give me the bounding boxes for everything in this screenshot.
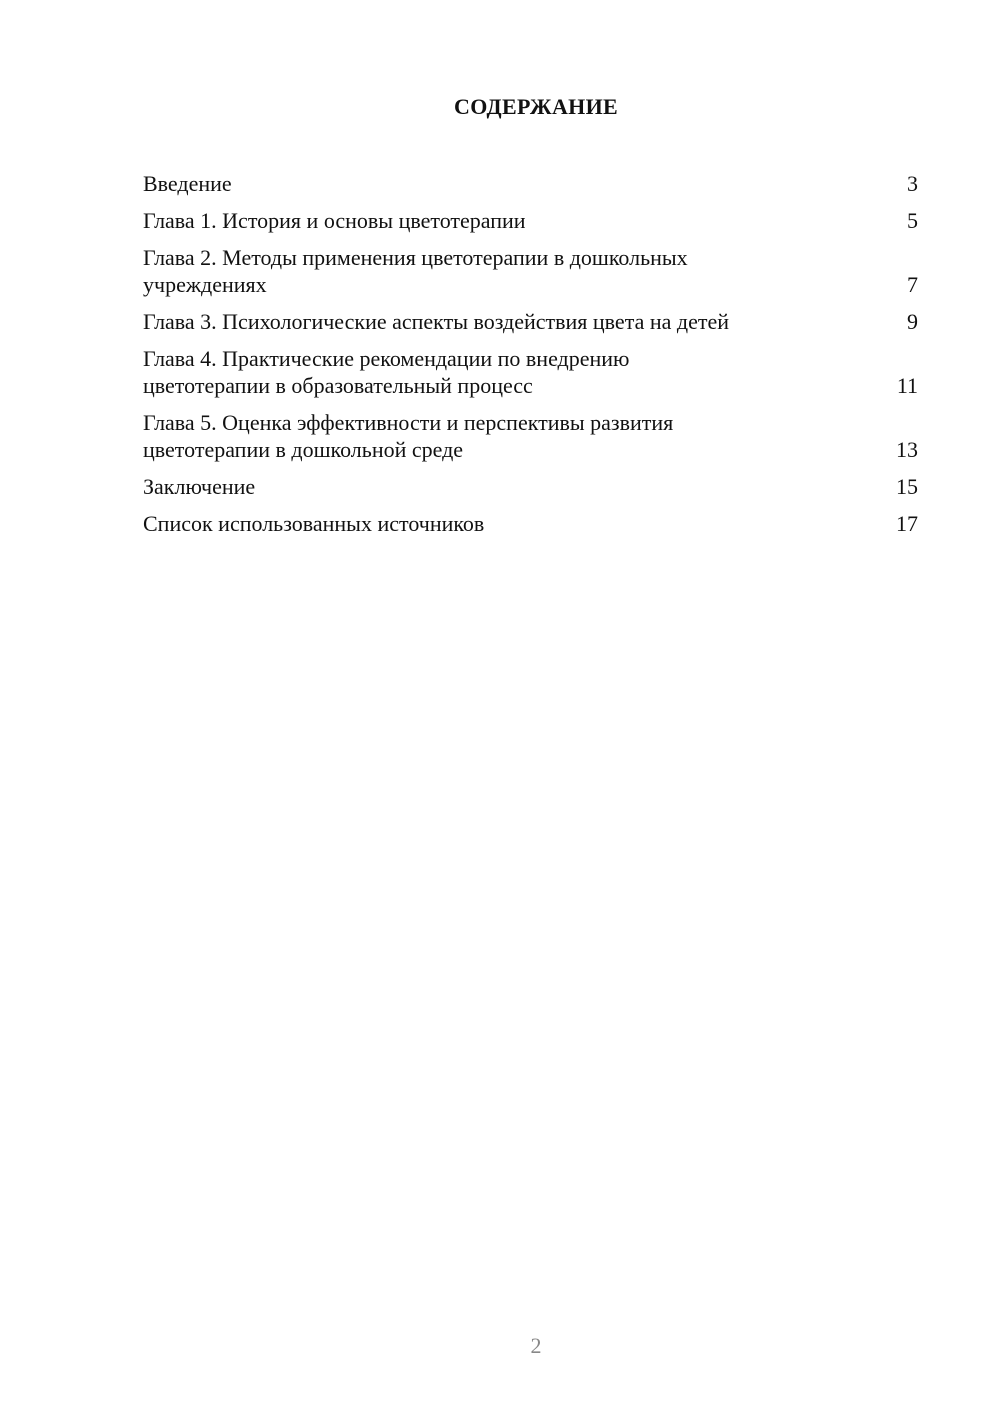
toc-entry-page: 7 — [907, 272, 918, 297]
toc-entry-title: Глава 1. История и основы цветотерапии — [143, 208, 526, 233]
toc-entry — [143, 207, 918, 234]
toc-entry-title: Глава 5. Оценка эффективности и перспективы развития цветотерапии в дошкольной среде — [143, 410, 674, 462]
toc-entry-title: Глава 2. Методы применения цветотерапии в дошкольных учреждениях — [143, 245, 688, 297]
toc-entry — [143, 244, 918, 298]
toc-entry-page: 13 — [896, 437, 918, 462]
toc-entry-title: Глава 4. Практические рекомендации по внедрению цветотерапии в образовательный процесс — [143, 346, 630, 398]
toc-entry-title: Заключение — [143, 474, 256, 499]
toc-entry-title: Глава 3. Психологические аспекты воздействия цвета на детей — [143, 309, 729, 334]
toc-entry — [143, 473, 918, 500]
toc-entry — [143, 308, 918, 335]
toc-entry-page: 3 — [907, 171, 918, 196]
page-title: СОДЕРЖАНИЕ — [454, 94, 618, 119]
toc-entry — [143, 345, 918, 399]
toc-entry — [143, 510, 918, 537]
toc-entry — [143, 170, 918, 197]
toc-entry — [143, 409, 918, 463]
toc-entry-page: 15 — [896, 474, 918, 499]
toc-entry-page: 11 — [896, 373, 918, 398]
page-number: 2 — [530, 1333, 542, 1358]
toc-entry-page: 17 — [896, 511, 918, 536]
toc-entry-page: 5 — [907, 208, 918, 233]
table-of-contents — [143, 170, 918, 547]
toc-entry-page: 9 — [907, 309, 918, 334]
toc-entry-title: Список использованных источников — [143, 511, 485, 536]
toc-entry-title: Введение — [143, 171, 232, 196]
